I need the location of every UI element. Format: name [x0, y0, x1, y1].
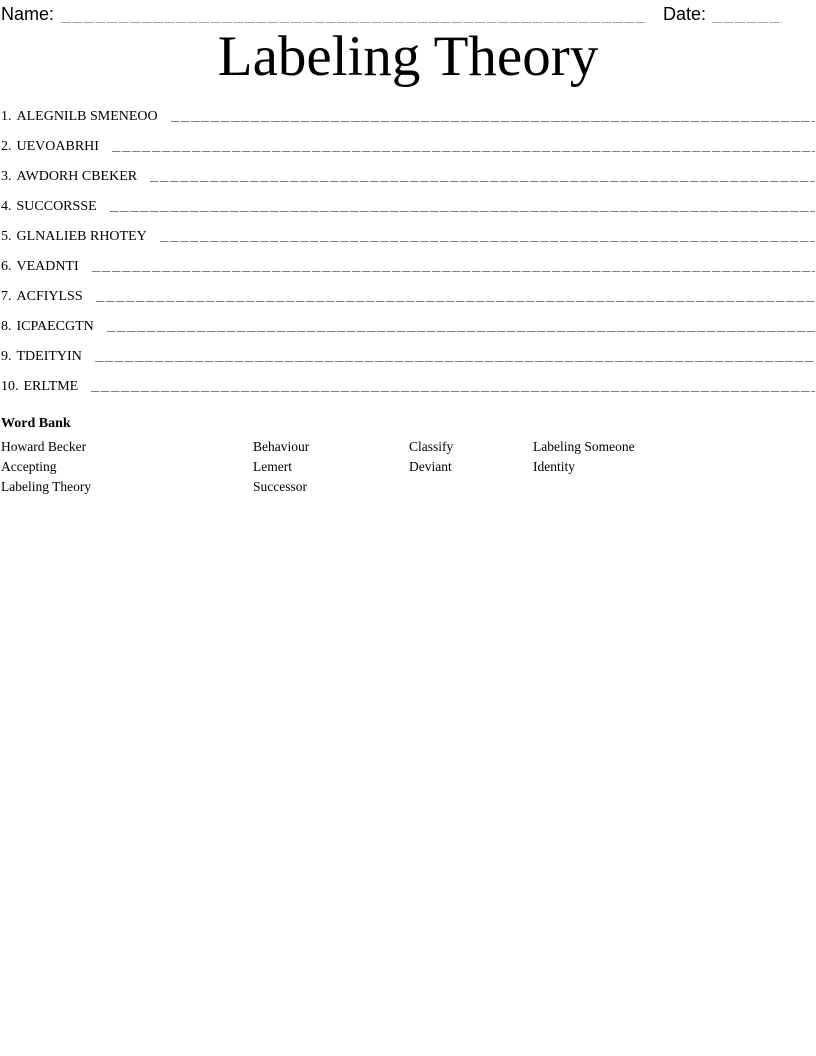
scramble-item-6 — [1, 252, 815, 282]
name-blank-line — [61, 19, 645, 23]
word-bank-section — [0, 414, 816, 497]
item-number: 3. — [1, 169, 12, 184]
item-number: 2. — [1, 139, 12, 154]
item-number: 1. — [1, 109, 12, 124]
scramble-item-4 — [1, 192, 815, 222]
scrambled-word: AWDORH CBEKER — [16, 169, 138, 184]
scrambled-word: ACFIYLSS — [16, 289, 83, 304]
answer-blank-line — [96, 298, 815, 302]
word-bank-word: Howard Becker — [1, 439, 87, 454]
word-bank-heading: Word Bank — [1, 416, 71, 431]
word-bank-word: Labeling Someone — [533, 439, 635, 454]
word-bank-column-4 — [533, 437, 816, 497]
scrambled-word: ALEGNILB SMENEOO — [16, 109, 158, 124]
answer-blank-line — [112, 148, 815, 152]
answer-blank-line — [171, 118, 815, 122]
word-bank-word: Classify — [409, 439, 454, 454]
scrambled-word: SUCCORSSE — [16, 199, 97, 214]
scramble-item-3 — [1, 162, 815, 192]
scrambled-word: UEVOABRHI — [16, 139, 99, 154]
item-number: 5. — [1, 229, 12, 244]
answer-blank-line — [91, 388, 815, 392]
word-bank-column-2 — [253, 437, 409, 497]
item-number: 8. — [1, 319, 12, 334]
word-bank-word: Accepting — [1, 459, 57, 474]
date-blank-line — [712, 19, 782, 23]
scrambled-word: VEADNTI — [16, 259, 79, 274]
scrambled-word: GLNALIEB RHOTEY — [16, 229, 147, 244]
scramble-item-10 — [1, 372, 815, 402]
scramble-list — [0, 102, 816, 402]
scrambled-word: ERLTME — [23, 379, 79, 394]
scramble-item-2 — [1, 132, 815, 162]
name-label: Name: — [1, 4, 55, 24]
scramble-item-8 — [1, 312, 815, 342]
answer-blank-line — [150, 178, 815, 182]
item-number: 4. — [1, 199, 12, 214]
word-bank-column-3 — [409, 437, 533, 497]
word-bank-word: Deviant — [409, 459, 452, 474]
answer-blank-line — [95, 358, 815, 362]
word-bank-word: Identity — [533, 459, 575, 474]
item-number: 9. — [1, 349, 12, 364]
word-bank-word: Labeling Theory — [1, 479, 92, 494]
scramble-item-1 — [1, 102, 815, 132]
scramble-item-5 — [1, 222, 815, 252]
word-bank-column-1 — [1, 437, 253, 497]
word-bank-word: Lemert — [253, 459, 292, 474]
answer-blank-line — [110, 208, 815, 212]
word-bank-word: Successor — [253, 479, 307, 494]
scrambled-word: ICPAECGTN — [16, 319, 94, 334]
item-number: 10. — [1, 379, 19, 394]
date-label: Date: — [662, 4, 706, 24]
answer-blank-line — [107, 328, 815, 332]
word-bank-grid — [1, 437, 816, 497]
worksheet-title: Labeling Theory — [217, 25, 599, 88]
scrambled-word: TDEITYIN — [16, 349, 82, 364]
scramble-item-7 — [1, 282, 815, 312]
item-number: 6. — [1, 259, 12, 274]
header — [0, 0, 816, 23]
answer-blank-line — [92, 268, 815, 272]
word-bank-word: Behaviour — [253, 439, 310, 454]
answer-blank-line — [160, 238, 815, 242]
scramble-item-9 — [1, 342, 815, 372]
item-number: 7. — [1, 289, 12, 304]
